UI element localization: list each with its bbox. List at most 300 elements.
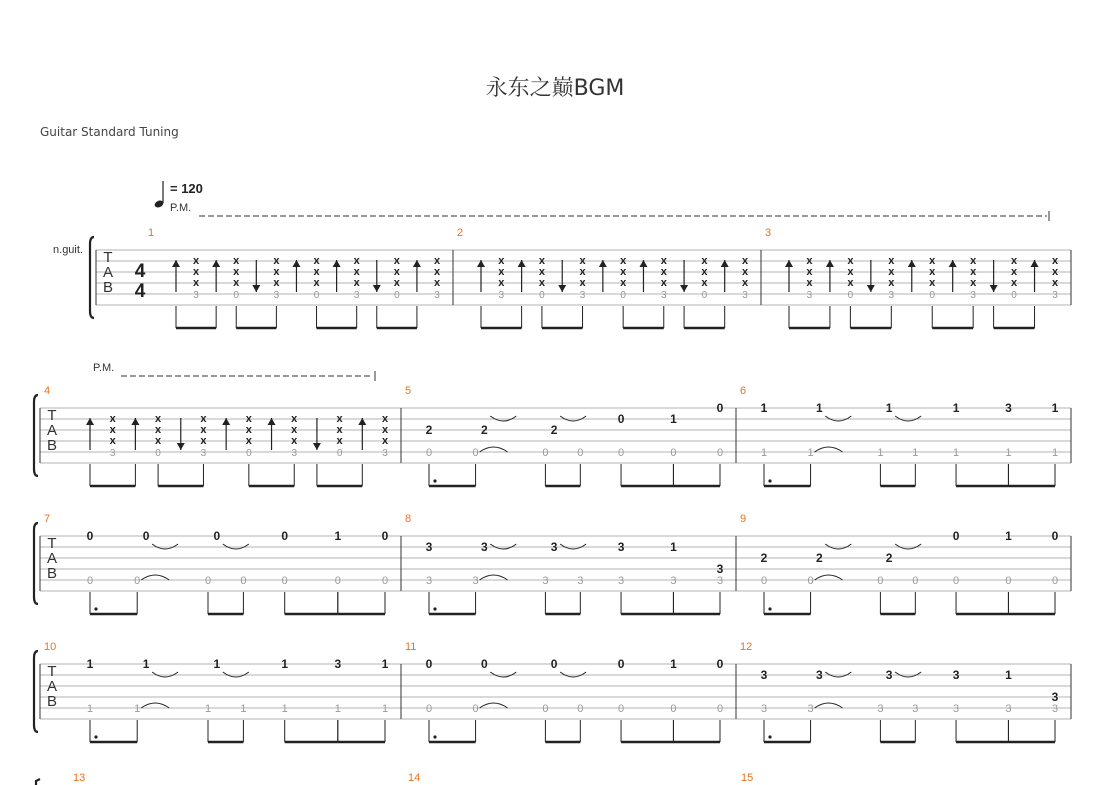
muted-note: x [1011,266,1018,278]
muted-note: x [741,266,749,278]
fret-number: 2 [815,551,823,565]
ghost-fret: 0 [336,448,343,459]
ghost-fret: 0 [233,290,240,301]
muted-note: x [291,424,298,436]
bass-fret: 0 [542,447,549,459]
ghost-fret: 3 [742,290,748,301]
tie-arc [895,544,921,549]
arrow-down-icon [177,443,185,450]
fret-number: 1 [885,401,893,415]
dot [94,735,97,738]
muted-note: x [233,277,240,289]
measure-number: 15 [741,772,754,784]
muted-note: x [847,277,854,289]
tie-arc [815,447,843,452]
muted-note: x [433,266,441,278]
muted-note: x [109,424,116,436]
tab-clef-letter: B [46,693,58,710]
fret-number: 1 [281,657,289,671]
muted-note: x [888,255,895,267]
tie-arc [223,544,249,549]
fret-number: 0 [425,657,433,671]
fret-number: 3 [334,657,342,671]
measure-number: 8 [405,513,412,525]
fret-number: 0 [213,529,221,543]
fret-number: 0 [142,529,150,543]
muted-note: x [498,277,505,289]
fret-number: 3 [885,668,893,682]
ghost-fret: 3 [193,290,199,301]
fret-number: 0 [617,412,625,426]
bass-fret: 1 [1051,447,1059,459]
bass-fret: 1 [240,703,247,715]
tempo-label: = 120 [170,181,203,196]
muted-note: x [929,277,936,289]
tab-clef-letter: A [46,678,58,695]
tie-arc [895,672,921,677]
muted-note: x [313,277,320,289]
bass-fret: 0 [577,447,584,459]
system-bracket [36,779,40,785]
fret-number: 3 [952,668,960,682]
muted-note: x [193,266,200,278]
muted-note: x [155,424,162,436]
dot [433,607,436,610]
score-title: 永东之巅BGM [485,76,625,101]
measure-number: 12 [740,641,753,653]
bass-fret: 3 [760,703,768,715]
fret-number: 2 [550,423,558,437]
bass-fret: 0 [1005,575,1012,587]
ghost-fret: 0 [539,290,545,301]
fret-number: 1 [1005,668,1012,682]
muted-note: x [273,277,280,289]
measure-number: 13 [73,772,86,784]
bass-fret: 0 [204,575,212,587]
arrow-down-icon [252,285,260,292]
tie-arc [152,672,178,677]
muted-note: x [393,277,400,289]
bass-fret: 1 [807,447,814,459]
tie-arc [895,416,921,421]
measure-number: 1 [148,227,155,239]
muted-note: x [353,277,360,289]
fret-number: 1 [670,657,677,671]
bass-fret: 3 [425,575,433,587]
system-bracket [34,651,38,732]
fret-number: 3 [815,668,823,682]
muted-note: x [291,413,298,425]
bass-fret: 3 [1005,703,1012,715]
bass-fret: 0 [760,575,768,587]
fret-number: 2 [760,551,768,565]
muted-note: x [353,266,360,278]
ghost-fret: 3 [273,290,280,301]
muted-note: x [233,266,240,278]
bass-fret: 1 [281,703,288,715]
fret-number: 0 [716,401,724,415]
fret-number: 1 [334,529,342,543]
muted-note: x [393,255,400,267]
muted-note: x [313,266,320,278]
bass-fret: 3 [807,703,814,715]
fret-number: 1 [142,657,150,671]
muted-note: x [433,277,441,289]
muted-note: x [620,266,627,278]
tie-arc [815,703,843,708]
tie-arc [825,416,851,421]
bass-fret: 3 [670,575,677,587]
muted-note: x [193,255,200,267]
muted-note: x [970,255,977,267]
tab-system [34,641,1071,742]
muted-note: x [273,266,280,278]
bass-fret: 1 [334,703,341,715]
ghost-fret: 3 [200,448,207,459]
bass-fret: 0 [472,703,479,715]
tab-clef-letter: A [46,422,58,439]
fret-number: 0 [86,529,94,543]
muted-note: x [660,266,667,278]
bass-fret: 0 [877,575,884,587]
fret-number: 1 [952,401,960,415]
fret-number: 3 [617,540,625,554]
muted-note: x [200,424,207,436]
muted-note: x [929,266,936,278]
tie-arc [480,575,508,580]
bass-fret: 0 [716,447,724,459]
ghost-fret: 3 [970,290,976,301]
muted-note: x [193,277,200,289]
muted-note: x [109,435,116,447]
dot [94,607,97,610]
muted-note: x [538,277,545,289]
bass-fret: 0 [670,703,677,715]
ghost-fret: 3 [498,290,505,301]
muted-note: x [806,266,813,278]
bass-fret: 0 [134,575,141,587]
tab-clef-letter: B [102,279,114,296]
ghost-fret: 0 [155,448,161,459]
muted-note: x [579,255,586,267]
muted-note: x [888,277,895,289]
fret-number: 1 [815,401,823,415]
tie-arc [560,544,586,549]
muted-note: x [1051,277,1059,289]
bass-fret: 0 [425,703,433,715]
fret-number: 0 [1051,529,1059,543]
bass-fret: 0 [807,575,814,587]
arrow-down-icon [867,285,875,292]
bass-fret: 1 [760,447,768,459]
muted-note: x [200,435,207,447]
fret-number: 1 [1005,529,1012,543]
ghost-fret: 0 [1011,290,1017,301]
arrow-down-icon [558,285,566,292]
fret-number: 0 [480,657,488,671]
bass-fret: 0 [472,447,479,459]
tie-arc [223,672,249,677]
measure-number: 6 [740,385,747,397]
fret-number: 3 [550,540,558,554]
tab-clef-letter: A [46,550,58,567]
tab-clef-letter: A [102,264,114,281]
tie-arc [825,544,851,549]
tie-arc [560,416,586,421]
ghost-fret: 3 [434,290,440,301]
muted-note: x [245,413,252,425]
bass-fret: 1 [134,703,141,715]
dot [433,479,436,482]
muted-note: x [155,413,162,425]
fret-number: 1 [670,540,677,554]
ghost-fret: 3 [109,448,116,459]
ghost-fret: 0 [929,290,936,301]
muted-note: x [336,413,343,425]
muted-note: x [970,277,977,289]
fret-number: 3 [1005,401,1012,415]
bass-fret: 3 [472,575,479,587]
muted-note: x [847,266,854,278]
tab-clef-letter: T [47,663,57,680]
system-bracket [90,237,94,318]
fret-number: 0 [617,657,625,671]
arrow-down-icon [313,443,321,450]
tab-system [34,362,1071,486]
ghost-fret: 0 [620,290,626,301]
fret-number: 2 [480,423,488,437]
bass-fret: 0 [334,575,341,587]
fret-number: 1 [213,657,221,671]
muted-note: x [538,266,545,278]
tie-arc [490,672,516,677]
bass-fret: 0 [617,703,625,715]
bass-fret: 0 [381,575,389,587]
tie-arc [490,544,516,549]
muted-note: x [701,255,708,267]
measure-number: 2 [457,227,464,239]
fret-number: 2 [885,551,893,565]
measure-number: 7 [44,513,51,525]
system-bracket [34,395,38,476]
muted-note: x [233,255,240,267]
measure-number: 5 [405,385,412,397]
bass-fret: 0 [617,447,625,459]
muted-note: x [660,255,667,267]
bass-fret: 0 [542,703,549,715]
ghost-fret: 3 [291,448,298,459]
muted-note: x [155,435,162,447]
muted-note: x [970,266,977,278]
muted-note: x [660,277,667,289]
bass-fret: 3 [912,703,919,715]
bass-fret: 3 [617,575,625,587]
tie-arc [480,447,508,452]
muted-note: x [579,266,586,278]
bass-fret: 0 [425,447,433,459]
bass-fret: 1 [86,703,94,715]
muted-note: x [741,277,749,289]
tie-arc [815,575,843,580]
muted-note: x [353,255,360,267]
ghost-fret: 0 [701,290,708,301]
measure-number: 14 [408,772,421,784]
muted-note: x [200,413,207,425]
tab-clef-letter: T [47,535,57,552]
tuning-label: Guitar Standard Tuning [40,125,179,139]
muted-note: x [313,255,320,267]
muted-note: x [1011,255,1018,267]
muted-note: x [273,255,280,267]
muted-note: x [498,255,505,267]
muted-note: x [741,255,749,267]
fret-number: 3 [760,668,768,682]
bass-fret: 3 [1051,703,1059,715]
muted-note: x [806,255,813,267]
bass-fret: 0 [912,575,919,587]
muted-note: x [433,255,441,267]
fret-number: 3 [1051,690,1059,704]
system-bracket [34,523,38,604]
time-signature-top: 4 [134,261,146,282]
muted-note: x [620,277,627,289]
dot [768,735,771,738]
tab-clef-letter: B [46,565,58,582]
ghost-fret: 3 [806,290,813,301]
fret-number: 1 [760,401,768,415]
muted-note: x [929,255,936,267]
dot [768,607,771,610]
tie-arc [152,544,178,549]
bass-fret: 1 [952,447,960,459]
muted-note: x [1011,277,1018,289]
muted-note: x [381,435,389,447]
ghost-fret: 3 [1052,290,1058,301]
fret-number: 0 [716,657,724,671]
muted-note: x [888,266,895,278]
bass-fret: 0 [240,575,247,587]
fret-number: 0 [381,529,389,543]
tab-clef-letter: T [103,249,113,266]
bass-fret: 3 [542,575,549,587]
ghost-fret: 3 [888,290,895,301]
tie-arc [560,672,586,677]
muted-note: x [1051,255,1059,267]
arrow-down-icon [680,285,688,292]
muted-note: x [538,255,545,267]
bass-fret: 0 [952,575,960,587]
muted-note: x [701,277,708,289]
fret-number: 3 [425,540,433,554]
bass-fret: 3 [577,575,584,587]
muted-note: x [245,435,252,447]
tab-clef-letter: T [47,407,57,424]
fret-number: 3 [716,562,724,576]
tab-system [34,513,1071,614]
tie-arc [490,416,516,421]
tie-arc [825,672,851,677]
bass-fret: 0 [716,703,724,715]
palm-mute-label: P.M. [93,362,115,374]
muted-note: x [381,424,389,436]
bass-fret: 1 [1005,447,1012,459]
muted-note: x [291,435,298,447]
tab-system [53,202,1071,328]
measure-number: 11 [405,641,417,653]
fret-number: 1 [670,412,677,426]
muted-note: x [806,277,813,289]
ghost-fret: 0 [246,448,252,459]
bass-fret: 3 [877,703,884,715]
instrument-label: n.guit. [53,244,83,256]
muted-note: x [620,255,627,267]
arrow-down-icon [373,285,381,292]
ghost-fret: 3 [353,290,360,301]
arrow-down-icon [990,285,998,292]
ghost-fret: 0 [313,290,320,301]
muted-note: x [498,266,505,278]
fret-number: 0 [281,529,289,543]
fret-number: 1 [86,657,94,671]
measure-number: 9 [740,513,747,525]
fret-number: 1 [381,657,389,671]
muted-note: x [336,435,343,447]
tie-arc [480,703,508,708]
muted-note: x [701,266,708,278]
bass-fret: 0 [281,575,288,587]
dot [768,479,771,482]
measure-number: 4 [44,385,51,397]
bass-fret: 0 [577,703,584,715]
bass-fret: 0 [86,575,94,587]
ghost-fret: 0 [847,290,854,301]
fret-number: 1 [1051,401,1059,415]
tab-clef-letter: B [46,437,58,454]
muted-note: x [579,277,586,289]
measure-number: 3 [765,227,772,239]
time-signature-bottom: 4 [134,281,146,302]
fret-number: 0 [952,529,960,543]
bass-fret: 0 [1051,575,1059,587]
dot [433,735,436,738]
muted-note: x [245,424,252,436]
bass-fret: 1 [877,447,884,459]
ghost-fret: 0 [394,290,400,301]
tie-arc [141,703,169,708]
bass-fret: 1 [204,703,212,715]
bass-fret: 0 [670,447,677,459]
fret-number: 2 [425,423,433,437]
ghost-fret: 3 [382,448,388,459]
measure-number: 10 [44,641,57,653]
ghost-fret: 3 [579,290,586,301]
muted-note: x [336,424,343,436]
palm-mute-label: P.M. [170,202,192,214]
muted-note: x [381,413,389,425]
ghost-fret: 3 [660,290,667,301]
muted-note: x [847,255,854,267]
bass-fret: 1 [912,447,919,459]
muted-note: x [109,413,116,425]
fret-number: 0 [550,657,558,671]
muted-note: x [1051,266,1059,278]
muted-note: x [393,266,400,278]
tie-arc [141,575,169,580]
fret-number: 3 [480,540,488,554]
bass-fret: 3 [952,703,960,715]
bass-fret: 1 [381,703,389,715]
bass-fret: 3 [716,575,724,587]
